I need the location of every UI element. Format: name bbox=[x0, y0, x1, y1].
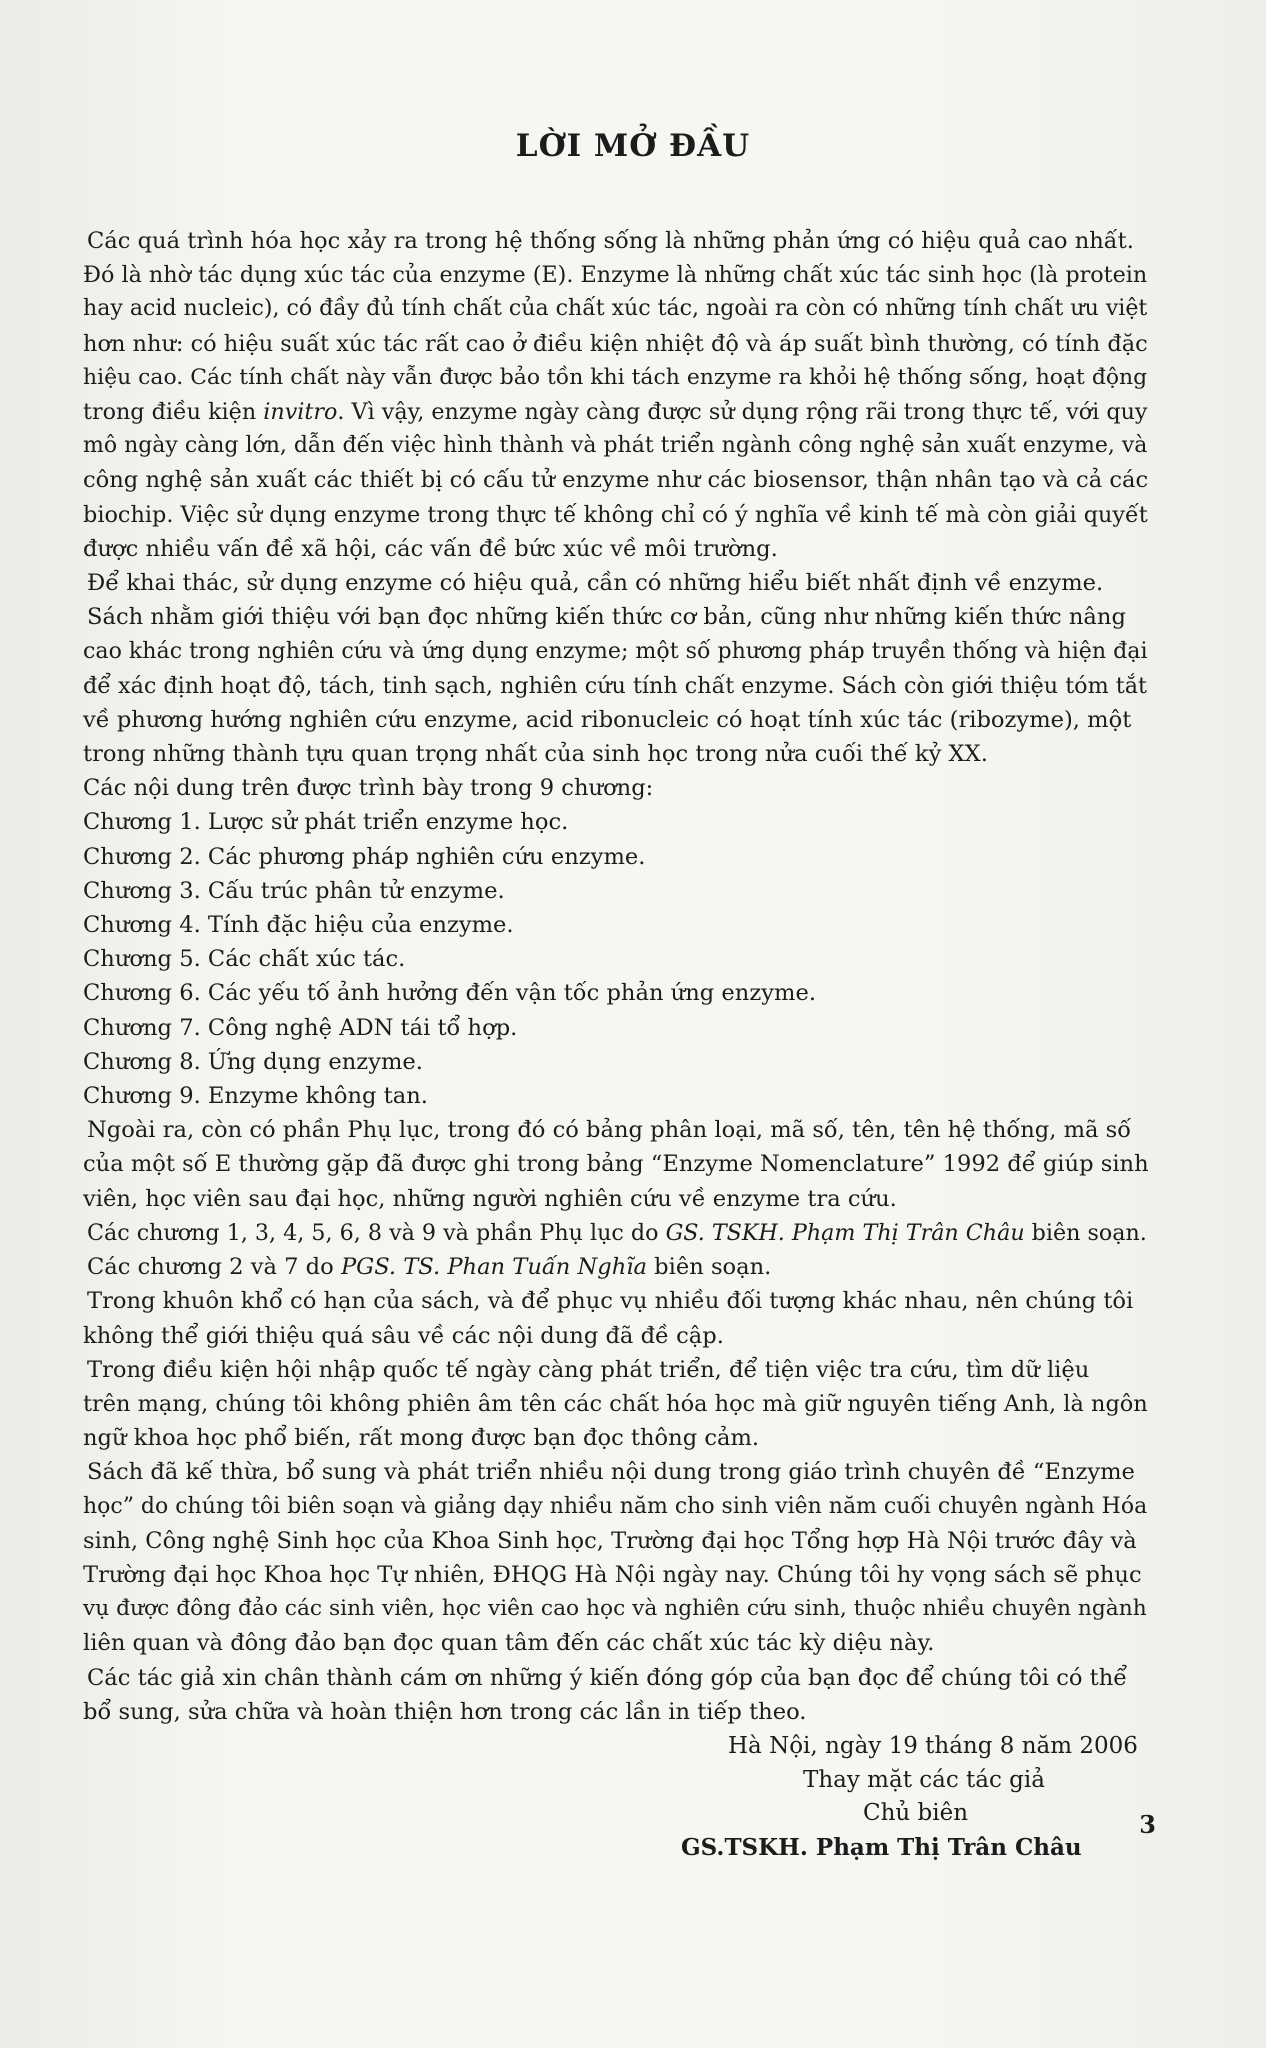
author-name: GS. TSKH. Phạm Thị Trân Châu bbox=[665, 1219, 1025, 1246]
chapter-item: Chương 9. Enzyme không tan. bbox=[83, 1083, 428, 1110]
paragraph-1 bbox=[83, 224, 1153, 566]
text-fragment: biên soạn. bbox=[1024, 1219, 1147, 1246]
paragraph-closing-4 bbox=[83, 1661, 1153, 1729]
chapter-item: Chương 5. Các chất xúc tác. bbox=[83, 946, 406, 973]
text-line: hiệu cao. Các tính chất này vẫn được bảo tồn khi tách enzyme ra khỏi hệ thống sống, hoạt động bbox=[83, 364, 1148, 390]
text-line: viên, học viên sau đại học, những người nghiên cứu về enzyme tra cứu. bbox=[83, 1185, 897, 1212]
chapter-item: Chương 2. Các phương pháp nghiên cứu enzyme. bbox=[83, 843, 646, 870]
preface-body bbox=[83, 224, 1153, 1729]
text-line: hay acid nucleic), có đầy đủ tính chất của chất xúc tác, ngoài ra còn có những tính chất ưu việt bbox=[83, 296, 1148, 322]
paragraph-closing-3 bbox=[83, 1455, 1153, 1660]
author-name: PGS. TS. Phan Tuấn Nghĩa bbox=[340, 1254, 647, 1281]
text-line: Các quá trình hóa học xảy ra trong hệ thống sống là những phản ứng có hiệu quả cao nhất. bbox=[87, 228, 1134, 254]
paragraph-4 bbox=[83, 771, 1153, 805]
chapter-item: Chương 1. Lược sử phát triển enzyme học. bbox=[83, 809, 569, 836]
text-line: Các nội dung trên được trình bày trong 9 chương: bbox=[83, 775, 654, 802]
text-line: Đó là nhờ tác dụng xúc tác của enzyme (E). Enzyme là những chất xúc tác sinh học (là protein bbox=[83, 262, 1148, 289]
text-line: Các tác giả xin chân thành cám ơn những ý kiến đóng góp của bạn đọc để chúng tôi có thể bbox=[87, 1664, 1128, 1691]
text-line: Trường đại học Khoa học Tự nhiên, ĐHQG Hà Nội ngày nay. Chúng tôi hy vọng sách sẽ phục bbox=[83, 1561, 1142, 1588]
text-fragment: Các chương 2 và 7 do bbox=[87, 1254, 341, 1281]
chapter-item: Chương 7. Công nghệ ADN tái tổ hợp. bbox=[83, 1014, 518, 1041]
text-line: Sách đã kế thừa, bổ sung và phát triển nhiều nội dung trong giáo trình chuyên đề “Enzyme bbox=[87, 1459, 1135, 1486]
text-line: trong điều kiện invitro. Vì vậy, enzyme ngày càng được sử dụng rộng rãi trong thực tế, với quy bbox=[83, 399, 1148, 426]
italic-term: invitro bbox=[263, 399, 338, 426]
page-number: 3 bbox=[1139, 1810, 1156, 1839]
text-line: hơn như: có hiệu suất xúc tác rất cao ở điều kiện nhiệt độ và áp suất bình thường, có tính đặc bbox=[83, 330, 1148, 357]
text-line: mô ngày càng lớn, dẫn đến việc hình thành và phát triển ngành công nghệ sản xuất enzyme, và bbox=[83, 433, 1148, 459]
text-line: vụ được đông đảo các sinh viên, học viên cao học và nghiên cứu sinh, thuộc nhiều chuyên ngành bbox=[83, 1596, 1147, 1622]
chapter-item: Chương 6. Các yếu tố ảnh hưởng đến vận tốc phản ứng enzyme. bbox=[83, 980, 816, 1007]
text-line bbox=[83, 1216, 1153, 1250]
paragraph-2 bbox=[83, 566, 1153, 600]
signature-place-date: Hà Nội, ngày 19 tháng 8 năm 2006 bbox=[728, 1733, 1138, 1759]
text-line: bổ sung, sửa chữa và hoàn thiện hơn trong các lần in tiếp theo. bbox=[83, 1698, 807, 1725]
text-fragment: Các chương 1, 3, 4, 5, 6, 8 và 9 và phần Phụ lục do bbox=[87, 1219, 666, 1246]
text-line: để xác định hoạt độ, tách, tinh sạch, nghiên cứu tính chất enzyme. Sách còn giới thiệu tóm tắt bbox=[83, 672, 1147, 699]
text-line: ngữ khoa học phổ biến, rất mong được bạn đọc thông cảm. bbox=[83, 1425, 760, 1452]
text-line: biochip. Việc sử dụng enzyme trong thực tế không chỉ có ý nghĩa về kinh tế mà còn giải quyết bbox=[83, 501, 1148, 528]
paragraph-3 bbox=[83, 600, 1153, 771]
signature-name: GS.TSKH. Phạm Thị Trân Châu bbox=[681, 1834, 1082, 1861]
chapter-item: Chương 8. Ứng dụng enzyme. bbox=[83, 1048, 423, 1075]
page-title: LỜI MỞ ĐẦU bbox=[515, 128, 751, 164]
text-line: trong những thành tựu quan trọng nhất của sinh học trong nửa cuối thế kỷ XX. bbox=[83, 741, 988, 768]
text-line: cao khác trong nghiên cứu và ứng dụng enzyme; một số phương pháp truyền thống và hiện đại bbox=[83, 638, 1148, 665]
text-line: Sách nhằm giới thiệu với bạn đọc những kiến thức cơ bản, cũng như những kiến thức nâng bbox=[87, 604, 1126, 631]
text-line: công nghệ sản xuất các thiết bị có cấu tử enzyme như các biosensor, thận nhân tạo và cả các bbox=[83, 467, 1149, 494]
paragraph-closing-2 bbox=[83, 1353, 1153, 1456]
paragraph-closing-1 bbox=[83, 1284, 1153, 1352]
text-fragment: biên soạn. bbox=[646, 1254, 772, 1281]
text-line: liên quan và đông đảo bạn đọc quan tâm đến các chất xúc tác kỳ diệu này. bbox=[83, 1630, 935, 1657]
text-line: Trong điều kiện hội nhập quốc tế ngày càng phát triển, để tiện việc tra cứu, tìm dữ liệu bbox=[87, 1356, 1090, 1383]
signature-on-behalf: Thay mặt các tác giả bbox=[803, 1767, 1045, 1793]
text-line: về phương hướng nghiên cứu enzyme, acid ribonucleic có hoạt tính xúc tác (ribozyme), một bbox=[83, 706, 1132, 733]
text-line: trên mạng, chúng tôi không phiên âm tên các chất hóa học mà giữ nguyên tiếng Anh, là ngôn bbox=[83, 1390, 1148, 1417]
chapter-item: Chương 4. Tính đặc hiệu của enzyme. bbox=[83, 912, 514, 939]
text-line: được nhiều vấn đề xã hội, các vấn đề bức xúc về môi trường. bbox=[83, 535, 778, 562]
text-line: sinh, Công nghệ Sinh học của Khoa Sinh học, Trường đại học Tổng hợp Hà Nội trước đây và bbox=[83, 1527, 1137, 1554]
text-line: Trong khuôn khổ có hạn của sách, và để phục vụ nhiều đối tượng khác nhau, nên chúng tôi bbox=[87, 1288, 1134, 1315]
chapter-list bbox=[83, 805, 1153, 1113]
chapter-item: Chương 3. Cấu trúc phân tử enzyme. bbox=[83, 877, 505, 904]
text-line bbox=[83, 1250, 1153, 1284]
paragraph-authors bbox=[83, 1216, 1153, 1284]
text-line: học” do chúng tôi biên soạn và giảng dạy nhiều năm cho sinh viên năm cuối chuyên ngành Hóa bbox=[83, 1493, 1148, 1519]
paragraph-appendix bbox=[83, 1113, 1153, 1216]
text-line: của một số E thường gặp đã được ghi trong bảng “Enzyme Nomenclature” 1992 để giúp sinh bbox=[83, 1151, 1149, 1178]
text-line: Ngoài ra, còn có phần Phụ lục, trong đó có bảng phân loại, mã số, tên, tên hệ thống, mã số bbox=[87, 1117, 1132, 1144]
signature-role: Chủ biên bbox=[863, 1800, 969, 1826]
text-line: Để khai thác, sử dụng enzyme có hiệu quả, cần có những hiểu biết nhất định về enzyme. bbox=[87, 570, 1104, 597]
text-line: không thể giới thiệu quá sâu về các nội dung đã đề cập. bbox=[83, 1322, 724, 1349]
